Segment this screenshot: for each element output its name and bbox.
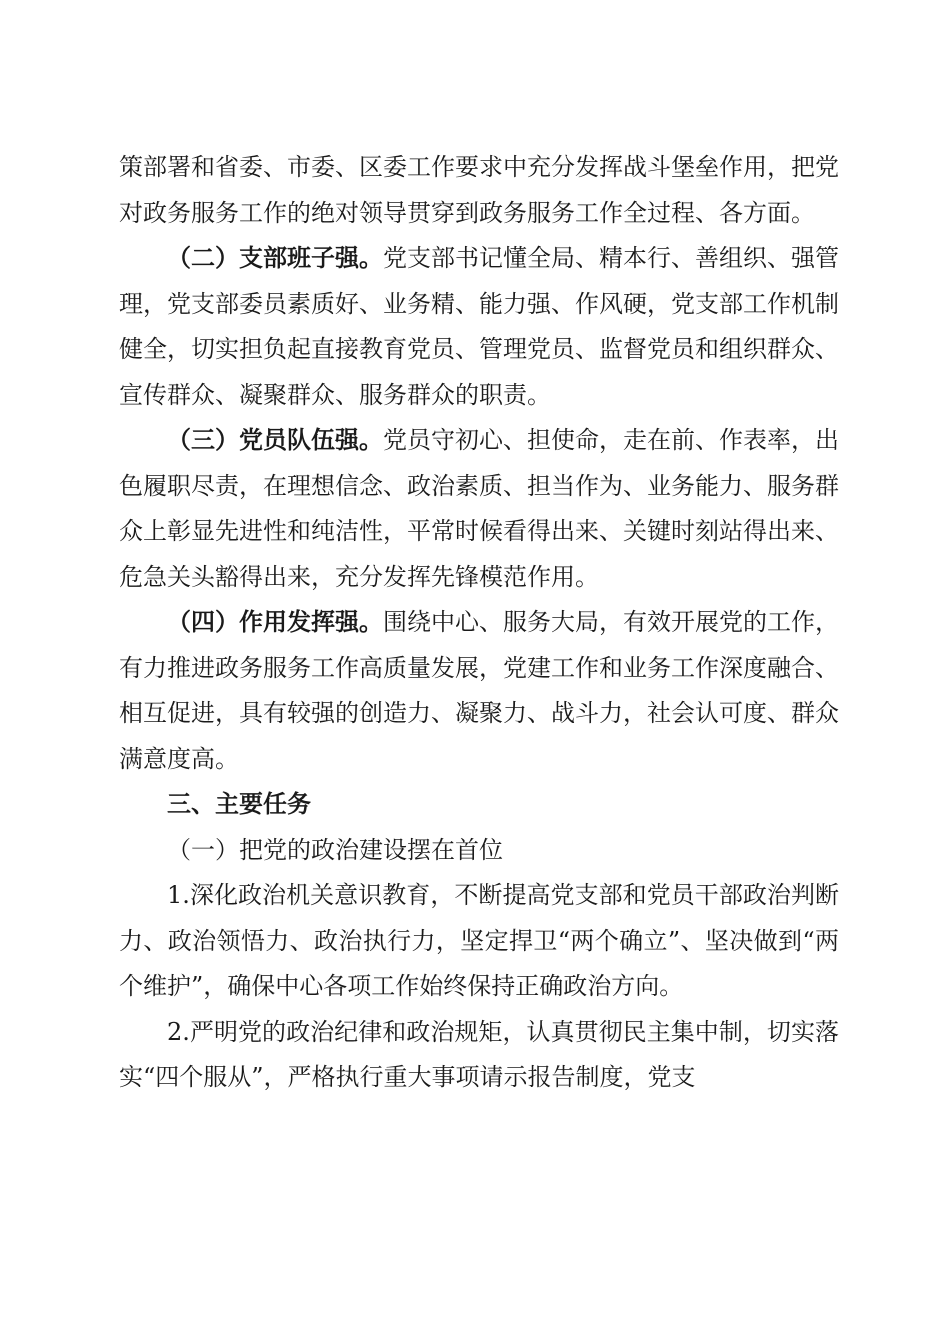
paragraph-lead: （二）支部班子强。 — [167, 244, 383, 272]
paragraph-lead: （三）党员队伍强。 — [167, 426, 383, 454]
paragraph-lead: （四）作用发挥强。 — [167, 608, 383, 636]
paragraph-body: 党支部书记懂全局、精本行、善组织、强管理，党支部委员素质好、业务精、能力强、作风硬，党支部工作机制健全，切实担负起直接教育党员、管理党员、监督党员和组织群众、宣传群众、凝聚群众、服务群众的职责。 — [119, 244, 839, 409]
paragraph-continuation: 策部署和省委、市委、区委工作要求中充分发挥战斗堡垒作用，把党对政务服务工作的绝对领导贯穿到政务服务工作全过程、各方面。 — [119, 153, 839, 227]
document-body — [119, 145, 839, 1101]
paragraph-branch-team — [119, 236, 839, 418]
sub-heading: （一）把党的政治建设摆在首位 — [167, 835, 503, 864]
list-item: 2.严明党的政治纪律和政治规矩，认真贯彻民主集中制，切实落实“四个服从”，严格执行重大事项请示报告制度，党支 — [119, 1017, 839, 1091]
list-item: 1.深化政治机关意识教育，不断提高党支部和党员干部政治判断力、政治领悟力、政治执行力，坚定捍卫“两个确立”、坚决做到“两个维护”，确保中心各项工作始终保持正确政治方向。 — [119, 881, 839, 1000]
paragraph-body: 围绕中心、服务大局，有效开展党的工作，有力推进政务服务工作高质量发展，党建工作和业务工作深度融合、相互促进，具有较强的创造力、凝聚力、战斗力，社会认可度、群众满意度高。 — [119, 608, 839, 773]
paragraph-body: 党员守初心、担使命，走在前、作表率，出色履职尽责，在理想信念、政治素质、担当作为、业务能力、服务群众上彰显先进性和纯洁性，平常时候看得出来、关键时刻站得出来、危急关头豁得出来，充分发挥先锋模范作用。 — [119, 426, 839, 591]
paragraph-member-team — [119, 418, 839, 600]
section-heading: 三、主要任务 — [167, 790, 311, 818]
paragraph-role-play — [119, 600, 839, 782]
